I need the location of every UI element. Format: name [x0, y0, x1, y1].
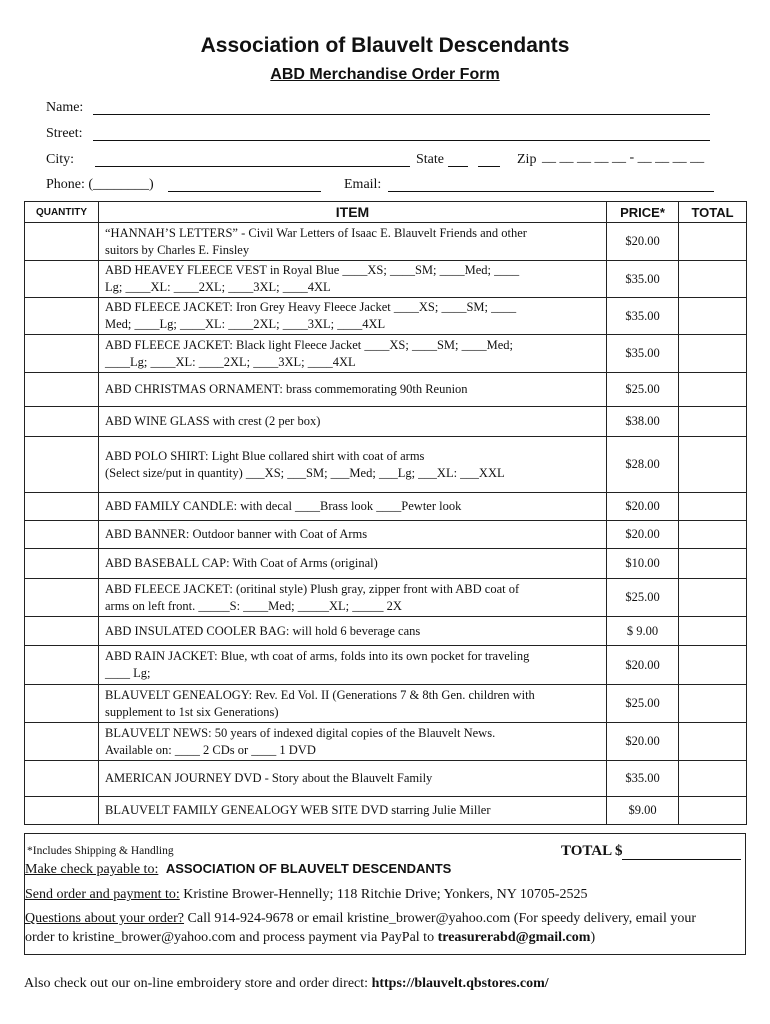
table-row [25, 723, 747, 761]
city-label: City: [46, 152, 75, 167]
payment-info-box [24, 833, 746, 955]
table-row [25, 298, 747, 335]
price-cell: $35.00 [607, 298, 679, 335]
table-row [25, 549, 747, 579]
item-cell: “HANNAH’S LETTERS” - Civil War Letters of Isaac E. Blauvelt Friends and other suitors by Charles E. Finsley [99, 223, 607, 261]
total-cell[interactable] [679, 298, 747, 335]
price-cell: $20.00 [607, 646, 679, 685]
total-cell[interactable] [679, 521, 747, 549]
total-cell[interactable] [679, 373, 747, 407]
store-link[interactable]: https://blauvelt.qbstores.com/ [371, 976, 549, 991]
quantity-cell[interactable] [25, 261, 99, 298]
quantity-cell[interactable] [25, 761, 99, 797]
total-label: TOTAL $ [561, 843, 623, 859]
table-row [25, 685, 747, 723]
table-row [25, 797, 747, 825]
item-cell: ABD RAIN JACKET: Blue, wth coat of arms, folds into its own pocket for traveling ____ Lg; [99, 646, 607, 685]
quantity-header: QUANTITY [25, 202, 99, 223]
quantity-cell[interactable] [25, 335, 99, 373]
quantity-cell[interactable] [25, 646, 99, 685]
total-cell[interactable] [679, 761, 747, 797]
table-row [25, 223, 747, 261]
item-cell: ABD HEAVEY FLEECE VEST in Royal Blue ____XS; ____SM; ____Med; ____ Lg; ____XL: ____2XL; ____3XL; ____4XL [99, 261, 607, 298]
price-header: PRICE* [607, 202, 679, 223]
total-cell[interactable] [679, 617, 747, 646]
total-cell[interactable] [679, 579, 747, 617]
item-header: ITEM [99, 202, 607, 223]
price-cell: $35.00 [607, 261, 679, 298]
item-cell: ABD FLEECE JACKET: Iron Grey Heavy Fleece Jacket ____XS; ____SM; ____ Med; ____Lg; ____XL: ____2XL; ____3XL; ____4XL [99, 298, 607, 335]
total-cell[interactable] [679, 723, 747, 761]
state-field-2[interactable] [478, 166, 500, 167]
quantity-cell[interactable] [25, 549, 99, 579]
table-row [25, 579, 747, 617]
price-cell: $25.00 [607, 685, 679, 723]
price-cell: $20.00 [607, 723, 679, 761]
total-cell[interactable] [679, 407, 747, 437]
table-row [25, 261, 747, 298]
price-cell: $28.00 [607, 437, 679, 493]
quantity-cell[interactable] [25, 723, 99, 761]
table-row [25, 335, 747, 373]
quantity-cell[interactable] [25, 373, 99, 407]
street-label: Street: [46, 126, 83, 141]
total-header: TOTAL [679, 202, 747, 223]
item-cell: ABD BANNER: Outdoor banner with Coat of Arms [99, 521, 607, 549]
total-cell[interactable] [679, 261, 747, 298]
quantity-cell[interactable] [25, 223, 99, 261]
item-cell: ABD INSULATED COOLER BAG: will hold 6 beverage cans [99, 617, 607, 646]
quantity-cell[interactable] [25, 521, 99, 549]
item-cell: ABD FLEECE JACKET: (oritinal style) Plush gray, zipper front with ABD coat of arms on left front. _____S: ____Med; _____XL; _____ 2X [99, 579, 607, 617]
price-cell: $ 9.00 [607, 617, 679, 646]
price-cell: $25.00 [607, 373, 679, 407]
payable-label: Make check payable to: [25, 862, 159, 877]
item-cell: ABD POLO SHIRT: Light Blue collared shirt with coat of arms (Select size/put in quantity) ___XS; ___SM; ___Med; ___Lg; ___XL: ___XXL [99, 437, 607, 493]
page-subtitle: ABD Merchandise Order Form [270, 66, 500, 83]
paren-close: ) [590, 930, 596, 945]
questions-line [25, 911, 696, 927]
item-cell: ABD FLEECE JACKET: Black light Fleece Jacket ____XS; ____SM; ____Med; ____Lg; ____XL: ____2XL; ____3XL; ____4XL [99, 335, 607, 373]
phone-field[interactable] [168, 191, 321, 192]
table-header-row [25, 202, 747, 223]
price-cell: $35.00 [607, 761, 679, 797]
price-cell: $25.00 [607, 579, 679, 617]
quantity-cell[interactable] [25, 685, 99, 723]
quantity-cell[interactable] [25, 797, 99, 825]
total-cell[interactable] [679, 549, 747, 579]
table-row [25, 493, 747, 521]
questions-line2-text: order to kristine_brower@yahoo.com and process payment via PayPal to [25, 930, 438, 945]
page-title: Association of Blauvelt Descendants [200, 34, 570, 57]
price-cell: $35.00 [607, 335, 679, 373]
name-field[interactable] [93, 114, 710, 115]
email-label: Email: [344, 177, 382, 192]
street-field[interactable] [93, 140, 710, 141]
total-cell[interactable] [679, 797, 747, 825]
quantity-cell[interactable] [25, 437, 99, 493]
total-cell[interactable] [679, 493, 747, 521]
item-cell: ABD CHRISTMAS ORNAMENT: brass commemorating 90th Reunion [99, 373, 607, 407]
total-cell[interactable] [679, 223, 747, 261]
state-field-1[interactable] [448, 166, 468, 167]
quantity-cell[interactable] [25, 579, 99, 617]
item-cell: BLAUVELT FAMILY GENEALOGY WEB SITE DVD starring Julie Miller [99, 797, 607, 825]
email-field[interactable] [388, 191, 714, 192]
state-label: State [416, 152, 444, 167]
total-cell[interactable] [679, 685, 747, 723]
send-line [25, 887, 588, 903]
quantity-cell[interactable] [25, 407, 99, 437]
questions-value: Call 914-924-9678 or email kristine_brower@yahoo.com (For speedy delivery, email your [184, 911, 697, 926]
payable-value: ASSOCIATION OF BLAUVELT DESCENDANTS [165, 861, 452, 876]
item-cell: AMERICAN JOURNEY DVD - Story about the Blauvelt Family [99, 761, 607, 797]
phone-label: Phone: (________) [46, 177, 154, 192]
price-cell: $20.00 [607, 521, 679, 549]
price-cell: $38.00 [607, 407, 679, 437]
price-cell: $9.00 [607, 797, 679, 825]
item-cell: BLAUVELT NEWS: 50 years of indexed digital copies of the Blauvelt News. Available on: ____ 2 CDs or ____ 1 DVD [99, 723, 607, 761]
store-line [24, 976, 549, 992]
table-row [25, 373, 747, 407]
price-cell: $10.00 [607, 549, 679, 579]
item-cell: BLAUVELT GENEALOGY: Rev. Ed Vol. II (Generations 7 & 8th Gen. children with supplement to 1st six Generations) [99, 685, 607, 723]
order-table [24, 201, 747, 825]
send-label: Send order and payment to: [25, 887, 180, 902]
total-cell[interactable] [679, 437, 747, 493]
city-field[interactable] [95, 166, 410, 167]
total-cell[interactable] [679, 646, 747, 685]
shipping-note: *Includes Shipping & Handling [27, 845, 174, 857]
table-row [25, 646, 747, 685]
total-field[interactable] [622, 859, 741, 860]
paypal-email[interactable]: treasurerabd@gmail.com [437, 930, 591, 945]
item-cell: ABD FAMILY CANDLE: with decal ____Brass look ____Pewter look [99, 493, 607, 521]
table-row [25, 407, 747, 437]
zip-field[interactable]: __ __ __ __ __ - __ __ __ __ [542, 150, 705, 165]
zip-label: Zip [517, 152, 537, 167]
questions-label: Questions about your order? [25, 911, 185, 926]
item-cell: ABD BASEBALL CAP: With Coat of Arms (original) [99, 549, 607, 579]
send-value: Kristine Brower-Hennelly; 118 Ritchie Drive; Yonkers, NY 10705-2525 [179, 887, 588, 902]
name-label: Name: [46, 100, 84, 115]
payable-line [25, 861, 451, 878]
table-row [25, 437, 747, 493]
quantity-cell[interactable] [25, 298, 99, 335]
table-row [25, 617, 747, 646]
price-cell: $20.00 [607, 223, 679, 261]
table-row [25, 761, 747, 797]
price-cell: $20.00 [607, 493, 679, 521]
total-cell[interactable] [679, 335, 747, 373]
table-row [25, 521, 747, 549]
quantity-cell[interactable] [25, 617, 99, 646]
quantity-cell[interactable] [25, 493, 99, 521]
item-cell: ABD WINE GLASS with crest (2 per box) [99, 407, 607, 437]
questions-line-2 [25, 930, 595, 946]
store-text: Also check out our on-line embroidery store and order direct: [24, 976, 372, 991]
